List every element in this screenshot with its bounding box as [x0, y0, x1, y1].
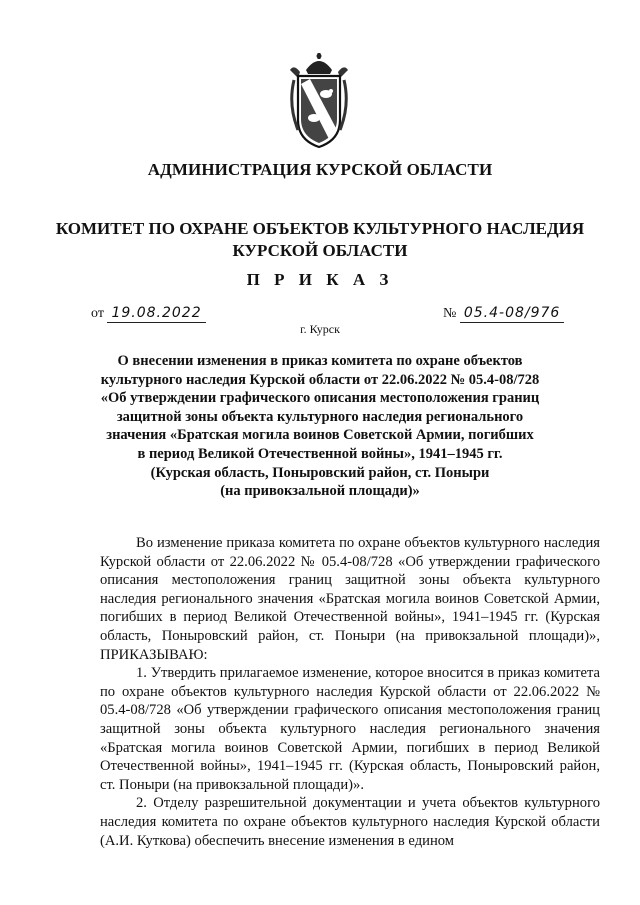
- city-label: г. Курск: [300, 322, 340, 336]
- subject-line: защитной зоны объекта культурного наследия регионального: [116, 408, 524, 425]
- order-subject: [100, 352, 540, 501]
- order-date: [91, 305, 206, 323]
- date-prefix: от: [91, 306, 104, 321]
- body-item-2: 2. Отделу разрешительной документации и учета объектов культурного наследия комитета по охране объектов культурного наследия Курской области (А.И. Куткова) обеспечить внесение изменения в едином: [100, 795, 600, 849]
- subject-line: (Курская область, Поныровский район, ст. Поныри: [150, 464, 490, 481]
- subject-line: в период Великой Отечественной войны», 1941–1945 гг.: [137, 445, 503, 462]
- subject-line: (на привокзальной площади)»: [220, 483, 420, 500]
- number-value: 05.4-08/976: [460, 305, 564, 323]
- subject-line: культурного наследия Курской области от 22.06.2022 № 05.4-08/728: [100, 371, 540, 388]
- document-type: П Р И К А З: [246, 270, 394, 289]
- date-value: 19.08.2022: [107, 305, 205, 323]
- order-body: [100, 534, 600, 850]
- committee-title-line-1: КОМИТЕТ ПО ОХРАНЕ ОБЪЕКТОВ КУЛЬТУРНОГО НАСЛЕДИЯ: [55, 219, 585, 238]
- number-prefix: №: [443, 306, 457, 321]
- committee-title: [0, 218, 640, 262]
- subject-line: О внесении изменения в приказ комитета по охране объектов: [117, 353, 523, 369]
- order-number: [443, 305, 564, 323]
- body-intro-paragraph: Во изменение приказа комитета по охране объектов культурного наследия Курской области от 22.06.2022 № 05.4-08/728 «Об утверждении графического описания местоположения границ защитной зоны объекта культурного наследия регионального значения «Братская могила воинов Советской Армии, погибших в период Великой Отечественной войны», 1941–1945 гг. (Курская область, Поныровский район, ст. Поныри (на привокзальной площади)», ПРИКАЗЫВАЮ:: [100, 535, 600, 663]
- committee-title-line-2: КУРСКОЙ ОБЛАСТИ: [232, 241, 408, 260]
- administration-title: АДМИНИСТРАЦИЯ КУРСКОЙ ОБЛАСТИ: [147, 160, 493, 179]
- subject-line: значения «Братская могила воинов Советской Армии, погибших: [106, 427, 534, 444]
- body-item-1: 1. Утвердить прилагаемое изменение, которое вносится в приказ комитета по охране объектов культурного наследия Курской области от 22.06.2022 № 05.4-08/728 «Об утверждении графического описания местоположения границ защитной зоны объекта культурного наследия регионального значения «Братская могила воинов Советской Армии, погибших в период Великой Отечественной войны», 1941–1945 гг. (Курская область, Поныровский район, ст. Поныри (на привокзальной площади)».: [100, 665, 600, 793]
- subject-line: «Об утверждении графического описания местоположения границ: [100, 390, 540, 407]
- coat-of-arms-icon: [284, 50, 354, 150]
